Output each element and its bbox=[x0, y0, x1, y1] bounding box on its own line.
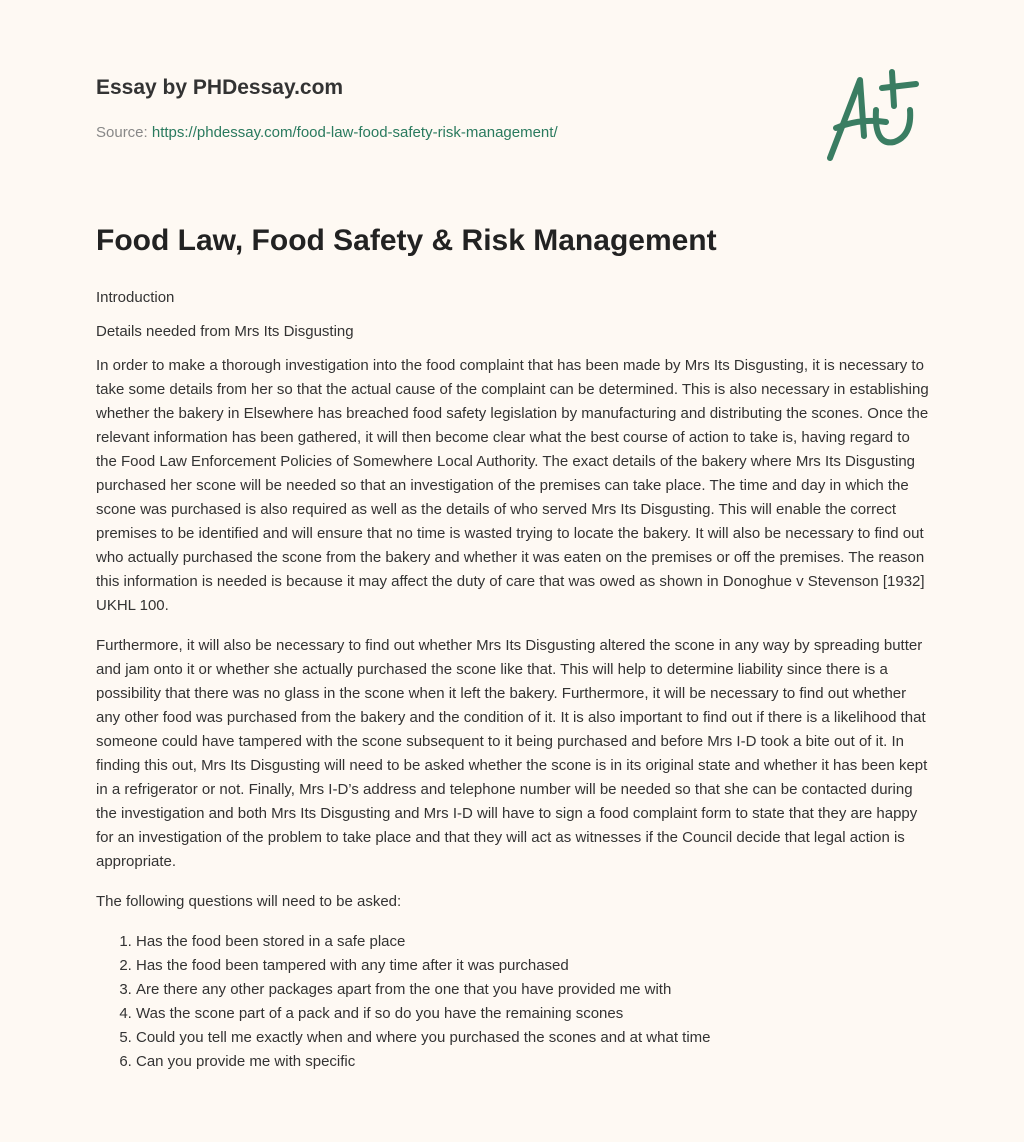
list-item: 2. Has the food been tampered with any time after it was purchased bbox=[136, 954, 930, 978]
source-line bbox=[96, 124, 558, 141]
list-item: 5. Could you tell me exactly when and where you purchased the scones and at what time bbox=[136, 1026, 930, 1050]
a-plus-logo-icon bbox=[820, 66, 930, 166]
page-title: Food Law, Food Safety & Risk Management bbox=[96, 224, 717, 257]
source-label: Source: bbox=[96, 124, 148, 141]
paragraph: In order to make a thorough investigation into the food complaint that has been made by Mrs Its Disgusting, it is necessary to take some details from her so that the actual cause of the complaint can be determined. This is also necessary in establishing whether the bakery in Elsewhere has breached food safety legislation by manufacturing and distributing the scones. Once the relevant information has been gathered, it will then become clear what the best course of action to take is, having regard to the Food Law Enforcement Policies of Somewhere Local Authority. The exact details of the bakery where Mrs Its Disgusting purchased her scone will be needed so that an investigation of the premises can take place. The time and day in which the scone was purchased is also required as well as the details of who served Mrs Its Disgusting. This will enable the correct premises to be identified and will ensure that no time is wasted trying to locate the bakery. It will also be necessary to find out who actually purchased the scone from the bakery and whether it was eaten on the premises or off the premises. The reason this information is needed is because it may affect the duty of care that was owed as shown in Donoghue v Stevenson [1932] UKHL 100. bbox=[96, 357, 929, 614]
questions-list bbox=[96, 930, 930, 1074]
essay-body bbox=[96, 286, 930, 1074]
site-title: Essay by PHDessay.com bbox=[96, 76, 344, 99]
paragraph: Furthermore, it will also be necessary to find out whether Mrs Its Disgusting altered the scone in any way by spreading butter and jam onto it or whether she actually purchased the scone like that. This will help to determine liability since there is a possibility that there was no glass in the scone when it left the bakery. Furthermore, it will be necessary to find out whether any other food was purchased from the bakery and the condition of it. It is also important to find out if there is a likelihood that someone could have tampered with the scone subsequent to it being purchased and before Mrs I-D took a bite out of it. In finding this out, Mrs Its Disgusting will need to be asked whether the scone is in its original state and whether it has been kept in a refrigerator or not. Finally, Mrs I-D’s address and telephone number will be needed so that she can be contacted during the investigation and both Mrs Its Disgusting and Mrs I-D will have to sign a food complaint form to state that they are happy for an investigation of the problem to take place and that they will act as witnesses if the Council decide that legal action is appropriate. bbox=[96, 637, 928, 870]
section-heading: Introduction bbox=[96, 289, 175, 306]
source-link[interactable]: https://phdessay.com/food-law-food-safety-risk-management/ bbox=[151, 124, 558, 141]
list-item: 3. Are there any other packages apart from the one that you have provided me with bbox=[136, 978, 930, 1002]
list-item: 6. Can you provide me with specific bbox=[136, 1050, 930, 1074]
paragraph: The following questions will need to be asked: bbox=[96, 893, 402, 910]
list-item: 1. Has the food been stored in a safe place bbox=[136, 930, 930, 954]
list-item: 4. Was the scone part of a pack and if so do you have the remaining scones bbox=[136, 1002, 930, 1026]
subheading: Details needed from Mrs Its Disgusting bbox=[96, 323, 354, 340]
